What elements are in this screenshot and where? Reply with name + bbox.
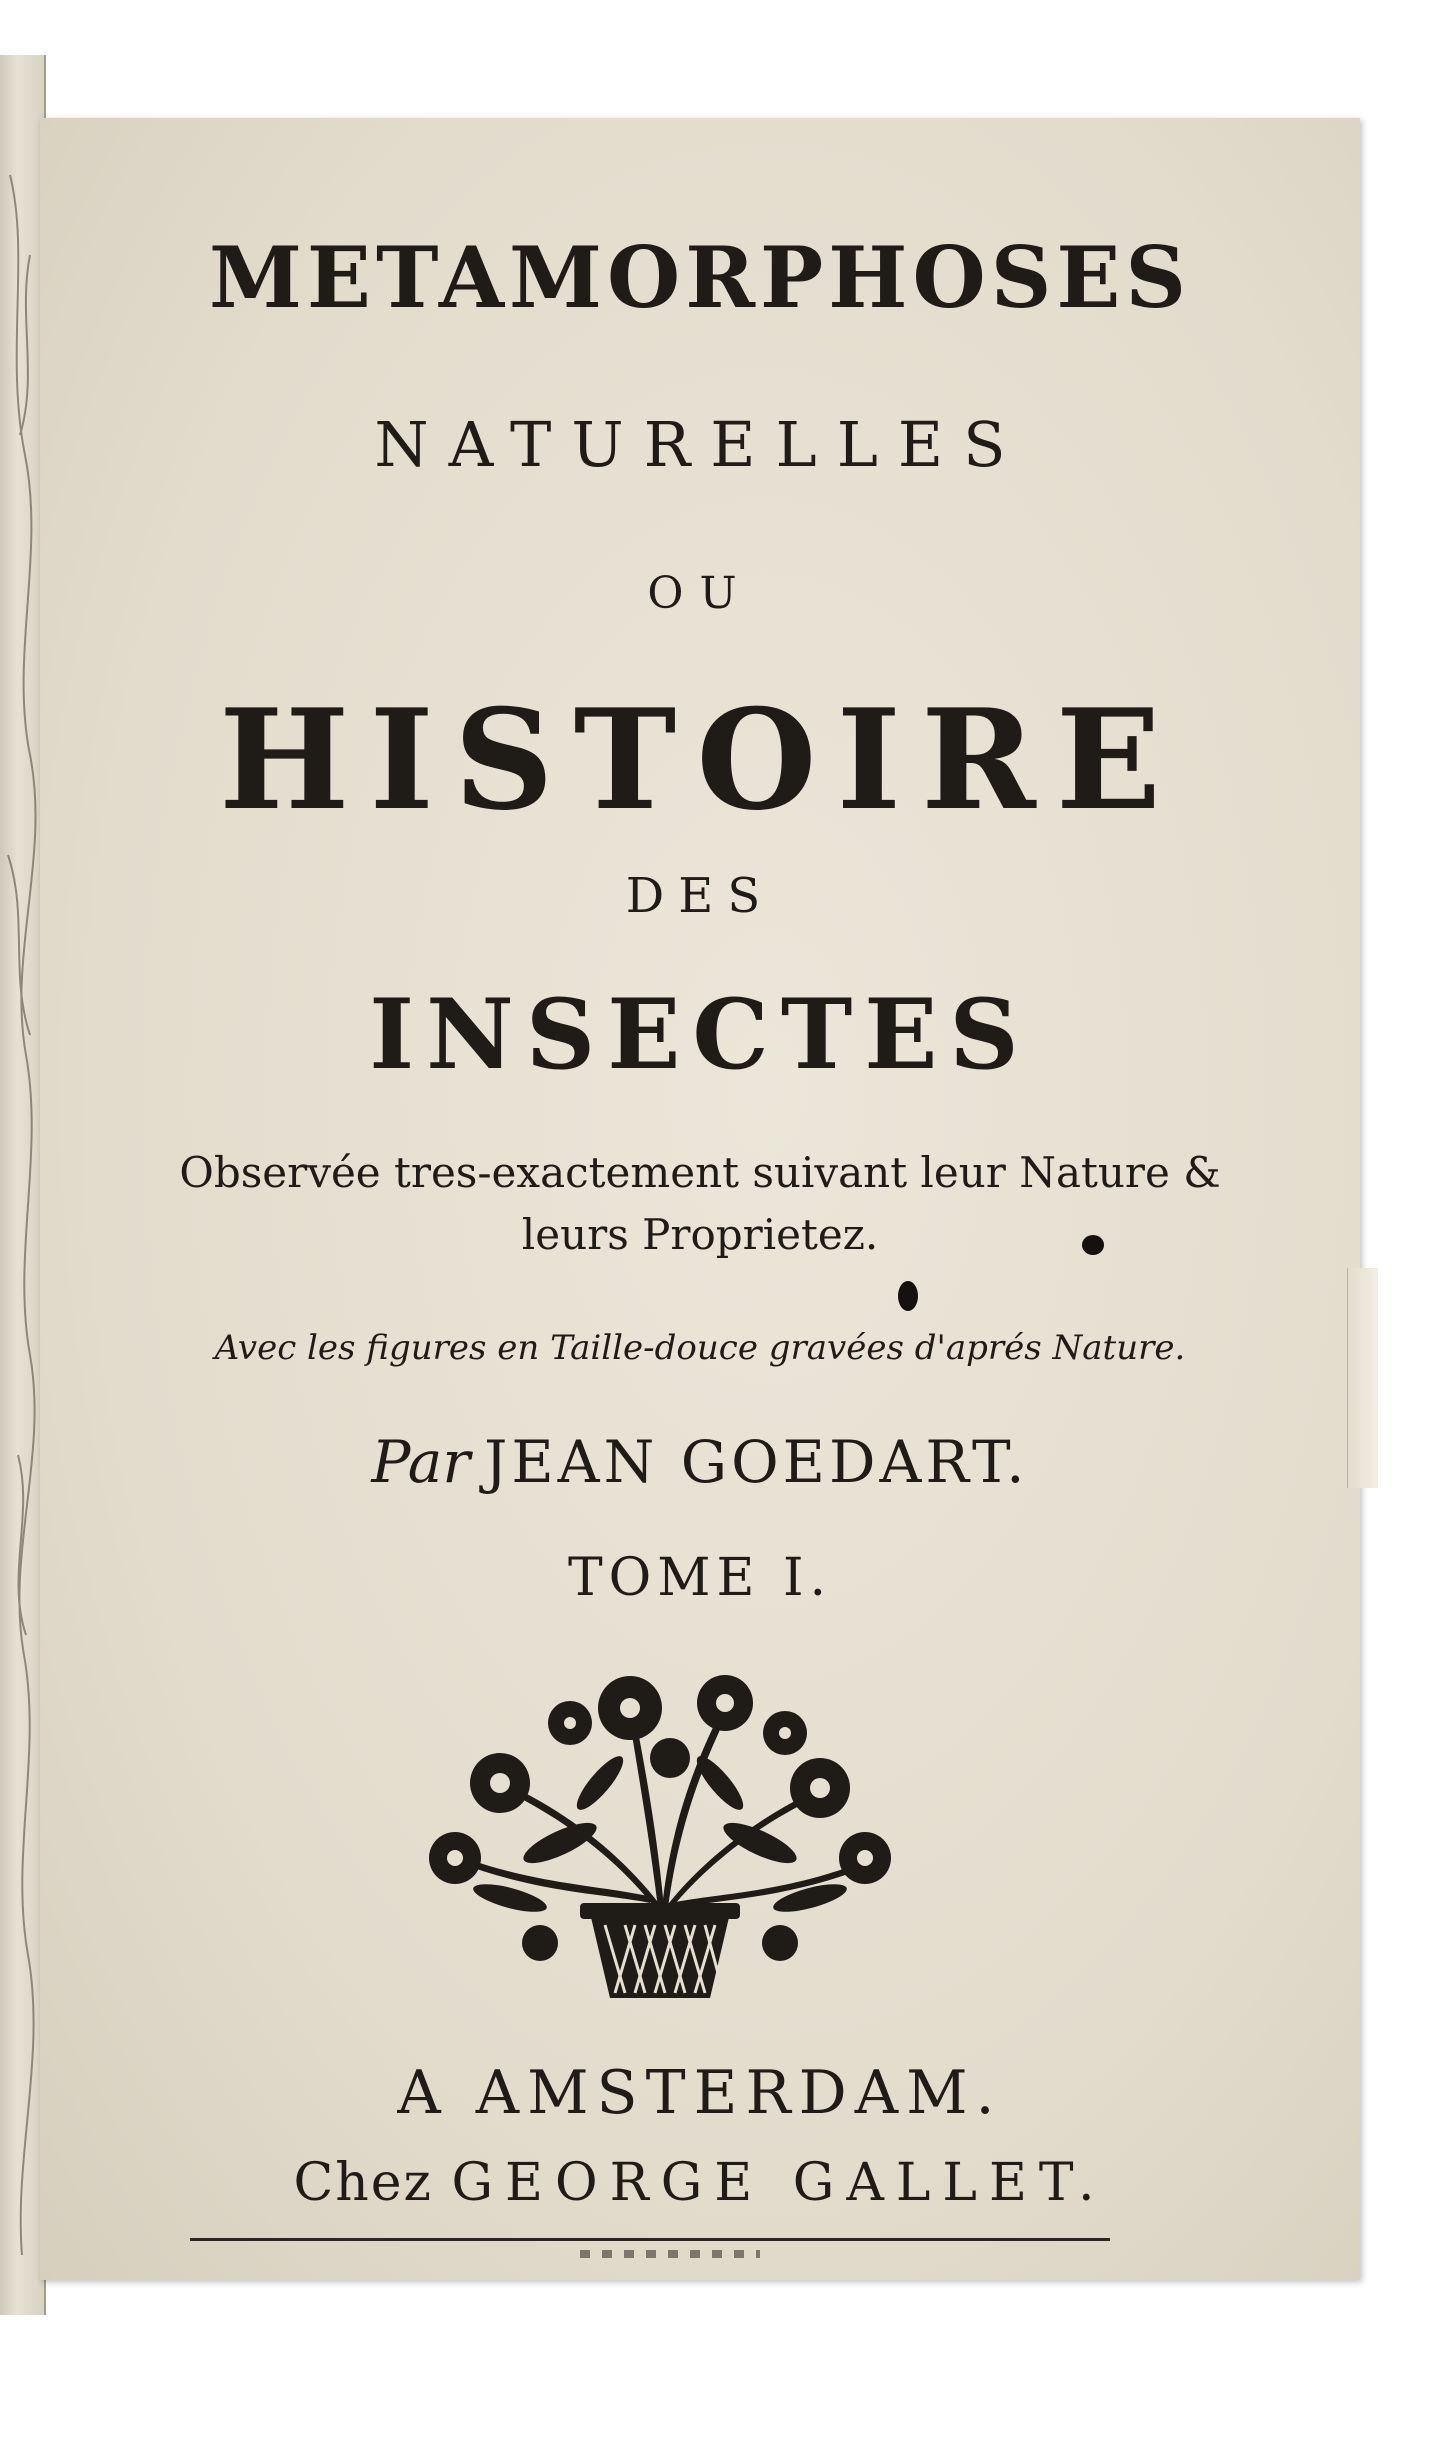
title-naturelles: NATURELLES	[374, 408, 1026, 481]
publisher-name: GEORGE GALLET.	[451, 2153, 1107, 2213]
subtitle-line-2: leurs Proprietez.	[521, 1210, 879, 1259]
bottom-rule	[190, 2238, 1110, 2241]
title-page	[40, 118, 1360, 2280]
imprint-city: A AMSTERDAM.	[397, 2058, 1003, 2128]
worm-hole	[898, 1281, 918, 1311]
worm-hole	[1082, 1235, 1104, 1255]
title-ou: OU	[647, 568, 753, 619]
author-prefix: Par	[371, 1428, 471, 1496]
flower-basket-woodcut-icon	[400, 1663, 920, 2003]
author-line	[40, 1428, 1360, 1496]
title-insectes: INSECTES	[369, 978, 1031, 1091]
title-histoire: HISTOIRE	[219, 678, 1181, 841]
engraving-lines-icon	[0, 55, 44, 2315]
author-name: JEAN GOEDART.	[484, 1428, 1029, 1496]
subtitle-line-1: Observée tres-exactement suivant leur Nature &	[179, 1148, 1221, 1197]
imprint-publisher	[40, 2153, 1360, 2213]
publisher-prefix: Chez	[293, 2153, 433, 2213]
figures-note: Avec les figures en Taille-douce gravées d'aprés Nature.	[214, 1328, 1186, 1368]
title-des: DES	[625, 868, 775, 924]
title-metamorphoses: METAMORPHOSES	[208, 228, 1192, 327]
volume-label: TOME I.	[567, 1548, 833, 1608]
bottom-rule-ornament	[580, 2250, 760, 2258]
